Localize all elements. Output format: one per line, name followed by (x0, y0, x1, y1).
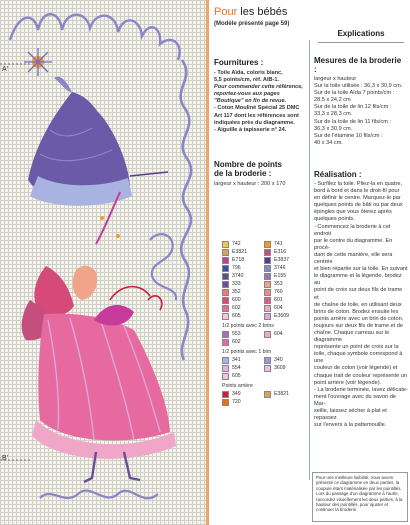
legend-entry (264, 241, 306, 248)
points-heading-1: Nombre de points (214, 160, 283, 169)
lettering-right (181, 60, 191, 360)
legend-entry (264, 331, 306, 338)
legend-entry (264, 305, 306, 312)
legend-entry (264, 281, 306, 288)
color-code: 796 (232, 265, 241, 271)
fournitures-italic-2: "Boutique" en fin de revue. (214, 98, 287, 105)
legend-row (222, 248, 306, 256)
color-code: 3740 (232, 273, 244, 279)
legend-entry (264, 265, 306, 272)
color-code: 604 (274, 331, 283, 337)
color-code: 720 (232, 399, 241, 405)
mesures-line: Sur de la toile Aïda 7 points/cm : (314, 90, 395, 97)
realisation-line: en définir le centre. Marquez-le par (314, 195, 401, 202)
color-code: E3821 (274, 391, 290, 397)
color-swatch (264, 265, 271, 272)
orange-divider (206, 0, 209, 525)
realisation-line: seille, laissez sécher à plat et repassez (314, 408, 387, 422)
realisation-line: chaîne. Chaque carreau sur le diagramme (314, 329, 390, 344)
color-swatch (222, 399, 229, 406)
color-swatch (222, 313, 229, 320)
legend-row (222, 390, 306, 398)
legend-entry (264, 257, 306, 264)
legend-row (222, 312, 306, 320)
color-swatch (264, 281, 271, 288)
realisation-heading: Réalisation : (314, 170, 362, 179)
realisation-line: point arrière (voir légende). (314, 379, 382, 386)
color-code: 3746 (274, 265, 286, 271)
legend-row (222, 398, 306, 406)
fairy-hat (28, 77, 132, 206)
color-code: 602 (232, 339, 241, 345)
legend-entry (264, 391, 306, 398)
realisation-line: - Commencez la broderie à cet endroit (314, 223, 391, 237)
mesures-line: 36,3 x 30,9 cm. (314, 125, 353, 132)
color-swatch (222, 373, 229, 380)
mesures-line: largeur x hauteur (314, 76, 357, 82)
color-code: E718 (232, 257, 245, 263)
explications-tab: Explications (318, 26, 404, 43)
legend-entry (264, 273, 306, 280)
color-code: E155 (274, 273, 287, 279)
lettering-swirl (150, 234, 176, 300)
title-pour: Pour (214, 6, 238, 18)
fournitures-heading: Fournitures : (214, 58, 264, 67)
fournitures-line2-2: indiquées près du diagramme. (214, 119, 295, 126)
legend-entry (222, 273, 264, 280)
title-rest: les bébés (237, 6, 288, 18)
color-code: 554 (232, 365, 241, 371)
color-swatch (264, 305, 271, 312)
mesures-heading: Mesures de la broderie : (314, 56, 402, 74)
legend-entry (222, 297, 264, 304)
legend-entry (222, 399, 264, 406)
color-code: 600 (232, 297, 241, 303)
realisation-line: toile, chaque symbole correspond à une (314, 351, 403, 365)
mesures-line: 33,3 x 28,3 cm. (314, 111, 353, 118)
legend-entry (264, 365, 306, 372)
realisation-line: par le centre du diagramme. En procé- (314, 237, 393, 251)
legend-row (222, 364, 306, 372)
color-swatch (222, 365, 229, 372)
mesures-line: Sur de l'étamine 10 fils/cm : (314, 132, 383, 139)
fournitures-italic-0: Pour commander cette référence, (214, 84, 303, 91)
color-swatch (222, 257, 229, 264)
page-title (214, 6, 287, 18)
legend-entry (222, 313, 264, 320)
realisation-line: quelques points. (314, 216, 355, 223)
star-motif (24, 48, 52, 76)
wand (130, 172, 168, 176)
color-code: E316 (274, 249, 287, 255)
lettering-bottom (40, 491, 158, 499)
realisation-line: couleur de coton (voir légende) et (314, 365, 398, 372)
fournitures-italic-1: reportez-vous aux pages (214, 91, 280, 98)
fairy-dress (22, 266, 176, 459)
realisation-line: chaque trait de couleur représente un (314, 372, 407, 379)
legend-entry (264, 313, 306, 320)
legend-entry (264, 357, 306, 364)
realisation-section (314, 170, 408, 429)
note-box: Pour une meilleure lisibilité, nous avons présenté ce diagramme en deux parties, la coupure étant matérialisée par les pointillés. Lors du passage d'un diagramme à l'autre, raccordez visuellement les deux parties, à la hauteur des pointillés, pour ajuster et continuer la broderie. (312, 472, 408, 522)
color-code: 352 (232, 289, 241, 295)
color-swatch (264, 313, 271, 320)
legend-entry (222, 241, 264, 248)
realisation-line: toujours sur deux fils de trame et de (314, 322, 403, 329)
realisation-line: points arrière avec un brin de coton, (314, 315, 404, 322)
color-swatch (222, 273, 229, 280)
legend-row (222, 304, 306, 312)
realisation-line: et bien répartie sur la toile. En suivant (314, 266, 408, 273)
legend-row (222, 296, 306, 304)
color-code: 601 (274, 297, 283, 303)
fournitures-line2-0: - Coton Mouliné Spécial 25 DMC (214, 105, 300, 112)
color-code: 760 (274, 289, 283, 295)
fournitures-line2-3: - Aiguille à tapisserie n° 24. (214, 126, 287, 133)
color-swatch (264, 391, 271, 398)
color-swatch (264, 249, 271, 256)
legend-row (222, 330, 306, 338)
mesures-line: Sur de la toile de lin 11 fils/cm : (314, 118, 392, 125)
fournitures-line-0: - Toile Aïda, coloris blanc, (214, 70, 283, 76)
color-swatch (222, 391, 229, 398)
legend-row (222, 272, 306, 280)
color-swatch (264, 357, 271, 364)
legend-row (222, 338, 306, 346)
legend-row (222, 288, 306, 296)
color-code: E3837 (274, 257, 290, 263)
realisation-line: représente un point de croix sur la (314, 344, 399, 351)
marker-a: A' (2, 66, 9, 73)
color-code: 605 (232, 373, 241, 379)
color-swatch (264, 297, 271, 304)
color-code: 741 (274, 241, 283, 247)
legend-entry (222, 265, 264, 272)
legend-entry (264, 297, 306, 304)
color-code: 605 (232, 313, 241, 319)
color-code: 604 (274, 305, 283, 311)
legend-row (222, 264, 306, 272)
legend-entry (222, 339, 264, 346)
color-swatch (222, 305, 229, 312)
mesures-line: Sur la toile utilisée : 36,3 x 30,9 cm. (314, 83, 403, 90)
legend-entry (264, 249, 306, 256)
legend-entry (222, 281, 264, 288)
points-dims: largeur x hauteur : 200 x 170 (214, 181, 286, 187)
color-swatch (222, 241, 229, 248)
realisation-line: le diagramme et la légende, brodez au (314, 273, 402, 287)
color-swatch (222, 297, 229, 304)
legend-entry (222, 331, 264, 338)
color-swatch (222, 339, 229, 346)
realisation-line: point de croix sur deux fils de trame et (314, 287, 403, 301)
points-section (214, 160, 306, 188)
color-swatch (222, 281, 229, 288)
color-swatch (222, 265, 229, 272)
legend-row (222, 256, 306, 264)
lettering-top (10, 14, 180, 60)
color-swatch (264, 273, 271, 280)
legend-entry (222, 365, 264, 372)
mesures-section (314, 56, 406, 147)
color-code: 341 (232, 357, 241, 363)
legend-half-1-heading: 1/2 points avec 1 brin (222, 349, 272, 355)
legend-entry (222, 289, 264, 296)
mesures-line: Sur de la toile de lin 12 fils/cm : (314, 104, 392, 111)
realisation-line: - Surfilez la toile. Pliez-la en quatre, (314, 181, 402, 187)
realisation-line: - La broderie terminée, lavez délicate- (314, 386, 408, 393)
color-code: E3821 (232, 249, 248, 255)
points-heading-2: de la broderie : (214, 169, 272, 178)
legend-row (222, 280, 306, 288)
color-code: 340 (274, 357, 283, 363)
fournitures-line2-1: Art 117 dont les références sont (214, 112, 299, 119)
legend-row (222, 240, 306, 248)
realisation-lines (314, 181, 408, 429)
legend-entry (264, 289, 306, 296)
color-swatch (264, 241, 271, 248)
legend-half-2-heading: 1/2 points avec 2 brins (222, 323, 274, 329)
mesures-lines (314, 76, 406, 147)
realisation-line: ment l'ouvrage avec du savon de Mar- (314, 393, 396, 407)
color-swatch (264, 331, 271, 338)
color-legend (222, 240, 306, 406)
color-swatch (222, 289, 229, 296)
color-code: 553 (232, 331, 241, 337)
legend-entry (222, 357, 264, 364)
marker-b: B' (2, 455, 9, 462)
mesures-line: 40 x 34 cm. (314, 139, 343, 146)
fournitures-line-1: 5,5 points/cm, réf. AIB-1. (214, 77, 280, 84)
column-divider (309, 40, 310, 480)
color-code: 333 (232, 281, 241, 287)
legend-entry (222, 391, 264, 398)
realisation-line: de chaîne de toile, en utilisant deux (314, 301, 402, 308)
realisation-line: brins de coton. Brodez ensuite les (314, 308, 399, 315)
color-swatch (222, 357, 229, 364)
legend-row (222, 372, 306, 380)
color-code: E3609 (274, 313, 290, 319)
color-code: 353 (274, 281, 283, 287)
realisation-line: épingles que vous ôterez après (314, 209, 392, 216)
realisation-line: quelques points de bâti ou par deux (314, 202, 403, 209)
legend-row (222, 356, 306, 364)
mesures-line: 28,5 x 24,2 cm (314, 97, 351, 104)
legend-entry (222, 305, 264, 312)
legend-entry (222, 373, 264, 380)
color-swatch (264, 365, 271, 372)
color-code: 349 (232, 391, 241, 397)
color-code: 3609 (274, 365, 286, 371)
color-code: 742 (232, 241, 241, 247)
color-swatch (264, 257, 271, 264)
color-swatch (264, 289, 271, 296)
legend-entry (222, 249, 264, 256)
realisation-line: sur l'envers à la pattemouille. (314, 422, 387, 429)
legend-entry (222, 257, 264, 264)
page-subtitle: (Modèle présenté page 59) (214, 21, 290, 27)
realisation-line: dant de cette manière, elle sera centrée (314, 251, 393, 266)
color-swatch (222, 331, 229, 338)
color-code: 602 (232, 305, 241, 311)
color-swatch (222, 249, 229, 256)
fournitures-section (214, 58, 306, 134)
legend-backstitch-heading: Points arrière (222, 383, 253, 389)
realisation-line: bord à bord et dans le droit-fil pour (314, 188, 400, 195)
